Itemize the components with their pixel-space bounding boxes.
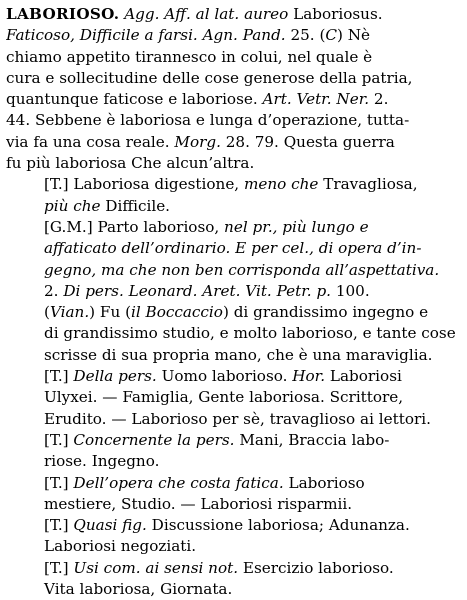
- text-run: quantunque faticose e laboriose.: [6, 90, 263, 109]
- text-line: [6, 366, 461, 387]
- italic-run: affaticato dell’ordinario. E per cel., di opera d’in-: [44, 239, 422, 258]
- text-run: [T.]: [44, 367, 74, 386]
- italic-run: gegno, ma che non ben corrisponda all’aspettativa.: [44, 260, 440, 279]
- subentry-paragraph: [6, 174, 461, 217]
- text-run: chiamo appetito tirannesco in colui, nel quale è: [6, 47, 373, 66]
- text-run: di grandissimo studio, e molto laborioso, e tante cose: [44, 324, 456, 343]
- subentry-paragraph: [6, 366, 461, 430]
- text-run: 44. Sebbene è laboriosa e lunga d’operazione, tutta-: [6, 111, 410, 130]
- text-line: [6, 238, 461, 259]
- italic-run: Concernente la pers.: [73, 430, 235, 449]
- text-line: [6, 387, 461, 408]
- text-run: 28. 79. Questa guerra: [220, 132, 395, 151]
- subentry-paragraph: [6, 217, 461, 366]
- text-line: [6, 196, 461, 217]
- text-run: Laboriosus.: [288, 5, 383, 23]
- text-run: Laborioso: [283, 473, 365, 492]
- text-line: [6, 260, 461, 281]
- subentry-paragraph: [6, 430, 461, 473]
- italic-run: Di pers. Leonard. Aret. Vit. Petr. p.: [63, 281, 332, 300]
- italic-run: Usi com. ai sensi not.: [73, 558, 239, 577]
- text-run: Travagliosa,: [318, 175, 418, 194]
- text-run: Laboriosi: [325, 367, 402, 386]
- text-run: Discussione laboriosa; Adunanza.: [146, 516, 410, 535]
- text-run: 2.: [369, 90, 389, 109]
- text-run: scrisse di sua propria mano, che è una maraviglia.: [44, 345, 433, 364]
- text-line: [6, 473, 461, 494]
- text-run: riose. Ingegno.: [44, 452, 160, 471]
- text-line: [6, 110, 461, 131]
- italic-run: più che: [44, 196, 101, 215]
- text-line: [6, 515, 461, 536]
- text-line: [6, 89, 461, 110]
- text-run: [T.]: [44, 516, 74, 535]
- italic-run: Faticoso, Difficile a farsi. Agn. Pand.: [6, 26, 286, 45]
- text-run: [G.M.] Parto laborioso,: [44, 217, 225, 236]
- italic-run: Hor.: [292, 367, 326, 386]
- text-line: [6, 174, 461, 195]
- text-run: [T.]: [44, 473, 74, 492]
- text-run: [T.] Laboriosa digestione,: [44, 175, 244, 194]
- text-run: Erudito. — Laborioso per sè, travaglioso ai lettori.: [44, 409, 431, 428]
- subentry-paragraph: [6, 558, 461, 600]
- text-line: [6, 4, 461, 25]
- text-run: 100.: [331, 281, 370, 300]
- text-run: mestiere, Studio. — Laboriosi risparmii.: [44, 494, 353, 513]
- text-run: Difficile.: [100, 196, 171, 215]
- text-line: [6, 302, 461, 323]
- italic-run: Agg. Aff. al lat. aureo: [124, 5, 289, 23]
- text-line: [6, 25, 461, 46]
- italic-run: C: [325, 26, 337, 45]
- text-line: [6, 281, 461, 302]
- text-line: [6, 323, 461, 344]
- text-run: [T.]: [44, 558, 74, 577]
- italic-run: Morg.: [174, 132, 221, 151]
- subentry-paragraph: [6, 473, 461, 516]
- text-line: [6, 132, 461, 153]
- text-line: [6, 494, 461, 515]
- text-line: [6, 579, 461, 600]
- text-line: [6, 536, 461, 557]
- text-line: [6, 451, 461, 472]
- subentry-paragraph: [6, 515, 461, 558]
- italic-run: Dell’opera che costa fatica.: [73, 473, 284, 492]
- text-line: [6, 558, 461, 579]
- text-run: (: [44, 303, 50, 322]
- text-run: fu più laboriosa Che alcun’altra.: [6, 154, 255, 173]
- text-run: ) Fu (: [89, 303, 131, 322]
- text-run: ) Nè: [337, 26, 371, 45]
- italic-run: Art. Vetr. Ner.: [262, 90, 370, 109]
- text-run: 25. (: [285, 26, 326, 45]
- text-run: Mani, Braccia labo-: [234, 430, 390, 449]
- italic-run: il Boccaccio: [131, 303, 223, 322]
- text-line: [6, 345, 461, 366]
- text-run: 2.: [44, 281, 64, 300]
- italic-run: Quasi fig.: [73, 516, 147, 535]
- italic-run: nel pr., più lungo e: [224, 217, 369, 236]
- text-run: [T.]: [44, 430, 74, 449]
- text-run: Laboriosi negoziati.: [44, 537, 197, 556]
- text-line: [6, 47, 461, 68]
- italic-run: Vian.: [49, 303, 90, 322]
- definition-paragraph: [6, 4, 461, 174]
- text-line: [6, 153, 461, 174]
- text-run: cura e sollecitudine delle cose generose della patria,: [6, 68, 413, 87]
- text-run: Vita laboriosa, Giornata.: [44, 580, 233, 599]
- text-run: Uomo laborioso.: [156, 367, 293, 386]
- text-run: via fa una cosa reale.: [6, 132, 175, 151]
- text-run: Esercizio laborioso.: [238, 558, 394, 577]
- text-run: ) di grandissimo ingegno e: [222, 303, 429, 322]
- text-line: [6, 409, 461, 430]
- italic-run: Della pers.: [73, 367, 157, 386]
- text-line: [6, 68, 461, 89]
- text-line: [6, 217, 461, 238]
- text-run: Ulyxei. — Famiglia, Gente laboriosa. Scrittore,: [44, 388, 404, 407]
- headword: LABORIOSO.: [6, 5, 120, 23]
- italic-run: meno che: [243, 175, 319, 194]
- text-line: [6, 430, 461, 451]
